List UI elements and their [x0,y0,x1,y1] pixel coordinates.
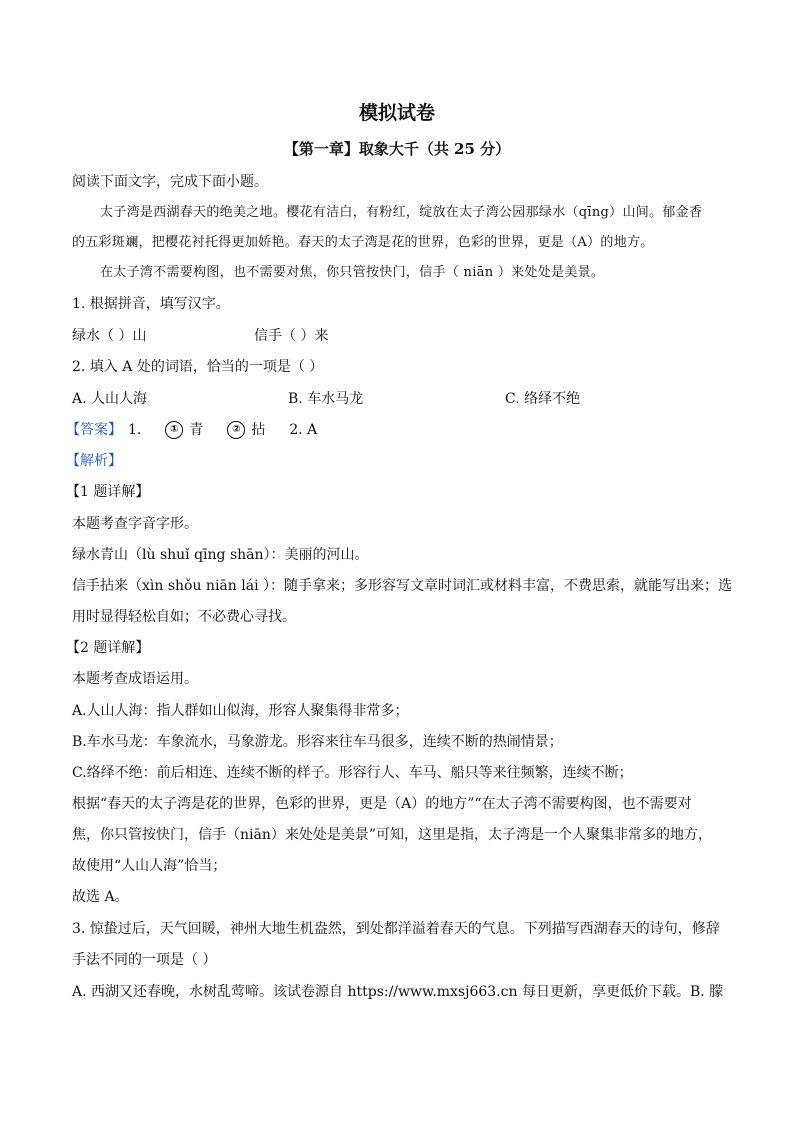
passage-line: 太子湾是西湖春天的绝美之地。樱花有洁白，有粉红，绽放在太子湾公园那绿水（qīng）山间。郁金香 [100,205,703,220]
instruction: 阅读下面文字，完成下面小题。 [72,174,268,190]
analysis-label: 【解析】 [66,453,122,469]
circled-one-icon: ① [165,421,183,439]
question-3-stem: 3. 惊蛰过后，天气回暖，神州大地生机盎然，到处都洋溢着春天的气息。下列描写西湖春天的诗句，修辞 [72,921,720,937]
question-1-stem: 1. 根据拼音，填写汉字。 [72,296,230,312]
answer-line [66,420,323,440]
analysis-line: 绿水青山（lù shuǐ qīng shān）：美丽的河山。 [72,547,369,563]
analysis-line: 故使用“人山人海”恰当； [72,858,227,874]
option-a: A. 人山人海 [72,391,148,407]
question-1-blank: 信手（ ）来 [254,328,329,344]
analysis-line: C.络绎不绝：前后相连、连续不断的样子。形容行人、车马、船只等来往频繁，连续不断； [72,765,633,781]
analysis-line: B.车水马龙：车象流水，马象游龙。形容来往车马很多，连续不断的热闹情景； [72,734,563,750]
option-c: C. 络绎不绝 [505,391,581,407]
circled-two-icon: ② [227,421,245,439]
question-3-option: A. 西湖又还春晚，水树乱莺啼。该试卷源自 https://www.mxsj663.cn 每日更新，享更低价下载。B. 朦 [72,984,724,1000]
analysis-line: 故选 A。 [72,889,129,905]
answer-q2: 2. A [289,422,318,438]
answer-q1-num: 1. [128,422,142,438]
detail-2-heading: 【2 题详解】 [66,640,150,656]
option-b: B. 车水马龙 [288,391,364,407]
question-1-blank: 绿水（ ）山 [72,328,147,344]
analysis-line: 用时显得轻松自如；不必费心寻找。 [72,609,296,625]
page-title: 模拟试卷 [358,102,435,124]
analysis-line: A.人山人海：指人群如山似海，形容人聚集得非常多； [72,703,409,719]
analysis-line: 信手拈来（xìn shǒu niān lái ）：随手拿来；多形容写文章时词汇或材料丰富，不费思索，就能写出来；选 [72,578,732,594]
passage-line: 在太子湾不需要构图，也不需要对焦，你只管按快门，信手（ niān ）来处处是美景。 [100,265,605,280]
answer-1: 青 [189,422,204,438]
question-3-stem: 手法不同的一项是（ ） [72,952,217,968]
analysis-line: 焦，你只管按快门，信手（niān）来处处是美景”可知，这里是指，太子湾是一个人聚集非常多的地方， [72,827,713,843]
passage-line: 的五彩斑斓，把樱花衬托得更加娇艳。春天的太子湾是花的世界，色彩的世界，更是（A）的地方。 [72,235,654,250]
question-2-stem: 2. 填入 A 处的词语，恰当的一项是（ ） [72,359,324,375]
chapter-heading: 【第一章】取象大千（共 25 分） [283,140,511,158]
analysis-line: 根据“春天的太子湾是花的世界，色彩的世界，更是（A）的地方”“在太子湾不需要构图，也不需要对 [72,796,692,812]
answer-label: 【答案】 [66,422,122,438]
detail-1-heading: 【1 题详解】 [66,484,150,500]
answer-2: 拈 [251,422,266,438]
analysis-line: 本题考查字音字形。 [72,516,198,532]
analysis-line: 本题考查成语运用。 [72,671,198,687]
